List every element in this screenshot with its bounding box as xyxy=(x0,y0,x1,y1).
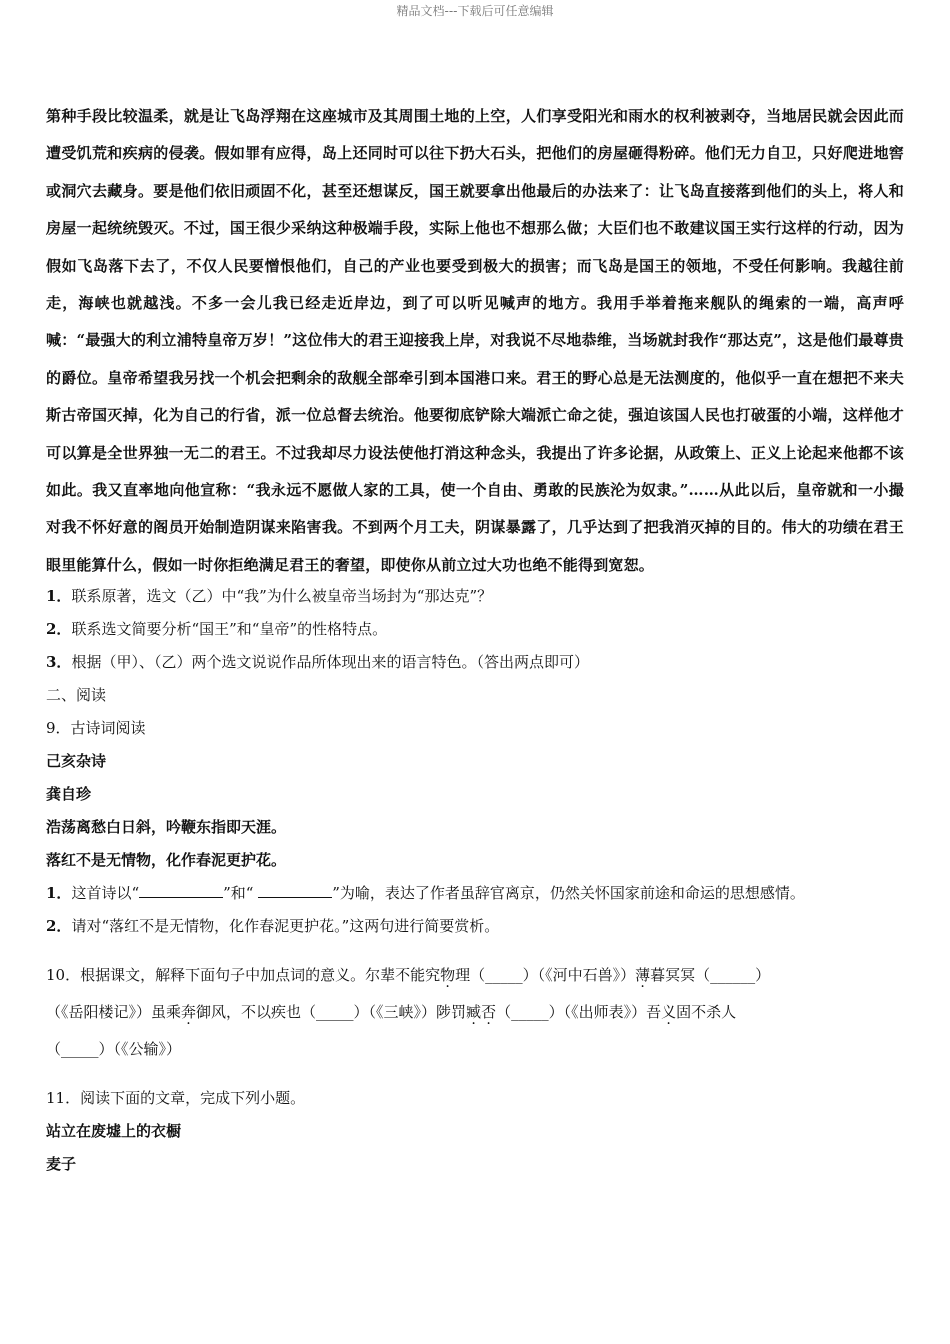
question-9-title: 9．古诗词阅读 xyxy=(46,719,146,738)
poem-line-2: 落红不是无情物，化作春泥更护花。 xyxy=(46,851,287,870)
question-9-2: 2．请对“落红不是无情物，化作春泥更护花。”这两句进行简要赏析。 xyxy=(46,917,500,936)
answer-blank-2[interactable] xyxy=(258,885,332,898)
question-11: 11．阅读下面的文章，完成下列小题。 xyxy=(46,1089,306,1108)
answer-blank-1[interactable] xyxy=(139,885,223,898)
question-8-2: 2．联系选文简要分析“国王”和“皇帝”的性格特点。 xyxy=(46,620,388,639)
poem-line-1: 浩荡离愁白日斜，吟鞭东指即天涯。 xyxy=(46,818,287,837)
question-10-line-2: （《岳阳楼记》）虽乘奔御风，不以疾也（_____）（《三峡》）陟罚臧否（_____）（《出师表》）吾义固不杀人 xyxy=(46,1003,737,1022)
poem-title: 己亥杂诗 xyxy=(46,752,107,771)
document-body xyxy=(46,98,904,1181)
question-10-line-3: （_____）（《公输》） xyxy=(46,1040,182,1059)
question-group-8 xyxy=(46,580,904,679)
question-8-1: 1．联系原著，选文（乙）中“我”为什么被皇帝当场封为“那达克”？ xyxy=(46,587,493,606)
article-author: 麦子 xyxy=(46,1155,77,1174)
article-title: 站立在废墟上的衣橱 xyxy=(46,1122,182,1141)
page-header: 精品文档---下载后可任意编辑 xyxy=(396,4,554,18)
question-10 xyxy=(46,957,904,1068)
section-heading: 二、阅读 xyxy=(46,686,107,705)
poem-author: 龚自珍 xyxy=(46,785,92,804)
question-10-line-1: 10．根据课文，解释下面句子中加点词的意义。尔辈不能究物理（_____）（《河中石兽》）薄暮冥冥（______） xyxy=(46,966,771,985)
question-8-3: 3．根据（甲）、（乙）两个选文说说作品所体现出来的语言特色。（答出两点即可） xyxy=(46,653,589,672)
question-9-1: 1．这首诗以“ ”和“ ”为喻，表达了作者虽辞官离京，仍然关怀国家前途和命运的思想感情。 xyxy=(46,884,805,903)
passage-text: 第种手段比较温柔，就是让飞岛浮翔在这座城市及其周围土地的上空，人们享受阳光和雨水的权利被剥夺，当地居民就会因此而遭受饥荒和疾病的侵袭。假如罪有应得，岛上还同时可以往下扔大石头，把他们的房屋砸得粉碎。他们无力自卫，只好爬进地窖或洞穴去藏身。要是他们依旧顽固不化，甚至还想谋反，国王就要拿出他最后的办法来了：让飞岛直接落到他们的头上，将人和房屋一起统统毁灭。不过，国王很少采纳这种极端手段，实际上他也不想那么做；大臣们也不敢建议国王实行这样的行动，因为假如飞岛落下去了，不仅人民要憎恨他们，自己的产业也要受到极大的损害；而飞岛是国王的领地，不受任何影响。我越往前走，海峡也就越浅。不多一会儿我已经走近岸边，到了可以听见喊声的地方。我用手举着拖来舰队的绳索的一端，高声呼喊：“最强大的利立浦特皇帝万岁！”这位伟大的君王迎接我上岸，对我说不尽地恭维，当场就封我作“那达克”，这是他们最尊贵的爵位。皇帝希望我另找一个机会把剩余的敌舰全部牵引到本国港口来。君王的野心总是无法测度的，他似乎一直在想把不来夫斯古帝国灭掉，化为自己的行省，派一位总督去统治。他要彻底铲除大端派亡命之徒，强迫该国人民也打破蛋的小端，这样他才可以算是全世界独一无二的君王。不过我却尽力设法使他打消这种念头，我提出了许多论据，从政策上、正义上论起来他都不该如此。我又直率地向他宣称：“我永远不愿做人家的工具，使一个自由、勇敢的民族沦为奴隶。”……从此以后，皇帝就和一小撮对我不怀好意的阁员开始制造阴谋来陷害我。不到两个月工夫，阴谋暴露了，几乎达到了把我消灭掉的目的。伟大的功绩在君王眼里能算什么，假如一时你拒绝满足君王的奢望，即使你从前立过大功也绝不能得到宽恕。 xyxy=(46,107,904,574)
